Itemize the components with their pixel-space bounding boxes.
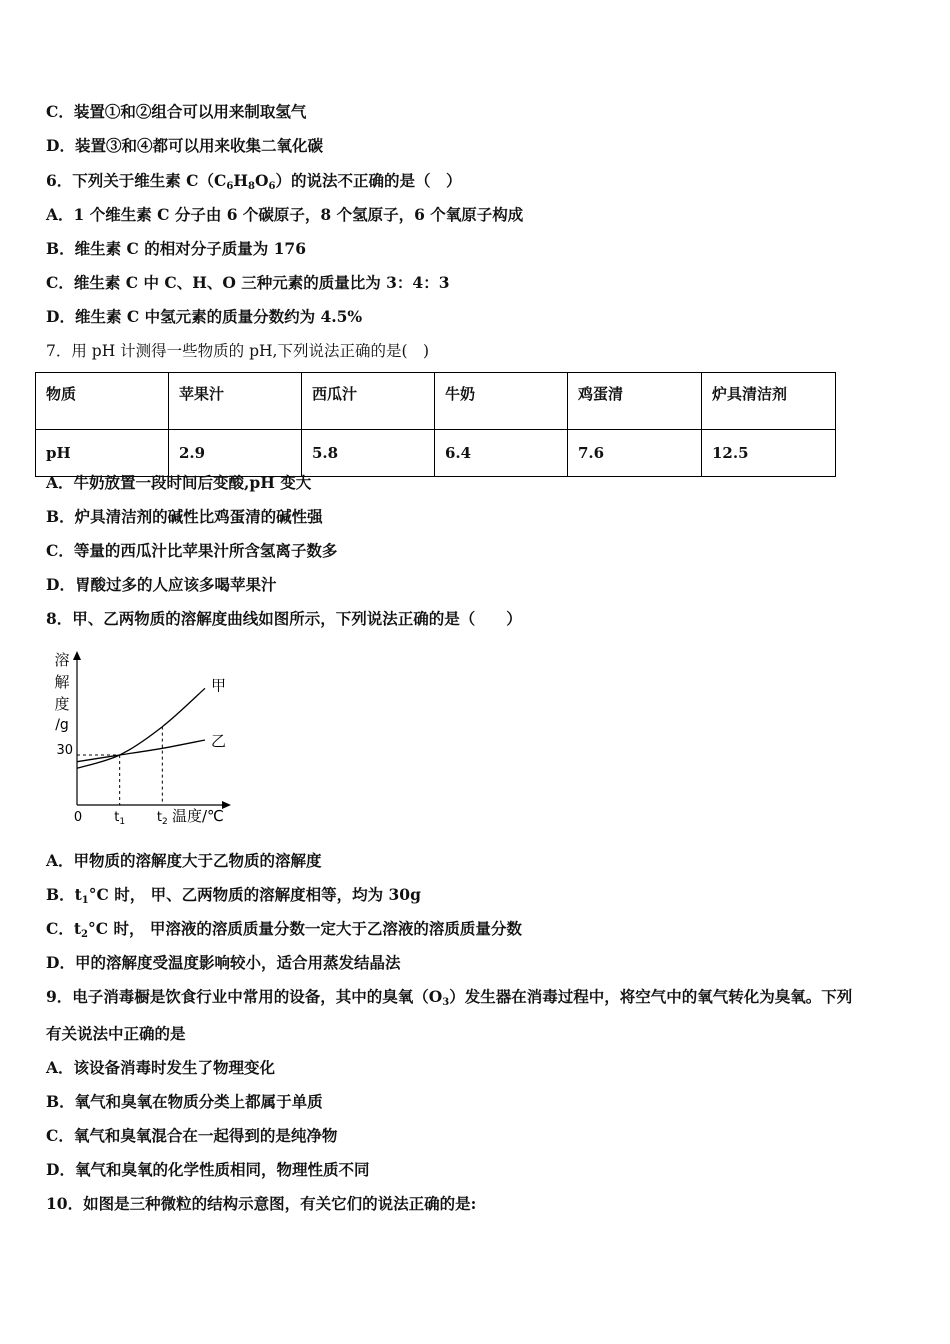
origin-label: 0 <box>73 810 83 825</box>
q5-option-c: C．装置①和②组合可以用来制取氢气 <box>46 102 307 121</box>
table-cell: 牛奶 <box>435 373 568 430</box>
y-label-char: 度 <box>54 695 70 713</box>
series-yi-label: 乙 <box>211 732 227 750</box>
q6-option-b: B．维生素 C 的相对分子质量为 176 <box>46 239 306 258</box>
q9-option-b: B．氧气和臭氧在物质分类上都属于单质 <box>46 1092 323 1111</box>
table-cell: pH <box>36 430 169 477</box>
x-axis-label: 温度/℃ <box>172 807 224 825</box>
table-cell: 物质 <box>36 373 169 430</box>
x-tick-label-t2: $t_2$ <box>156 810 168 827</box>
q8-option-a: A．甲物质的溶解度大于乙物质的溶解度 <box>46 851 322 870</box>
table-cell: 12.5 <box>702 430 836 477</box>
table-cell: 6.4 <box>435 430 568 477</box>
table-cell: 西瓜汁 <box>302 373 435 430</box>
series-yi-curve <box>77 740 205 762</box>
table-cell: 苹果汁 <box>169 373 302 430</box>
x-tick-label-t1: $t_1$ <box>114 810 126 827</box>
q10-stem: 10．如图是三种微粒的结构示意图，有关它们的说法正确的是: <box>46 1194 477 1213</box>
y-label-char: 解 <box>54 673 70 691</box>
q9-stem-line2: 有关说法中正确的是 <box>46 1024 186 1043</box>
table-cell: 鸡蛋清 <box>568 373 702 430</box>
table-cell: 7.6 <box>568 430 702 477</box>
q6-option-a: A．1 个维生素 C 分子由 6 个碳原子，8 个氢原子，6 个氧原子构成 <box>46 205 524 224</box>
table-cell: 5.8 <box>302 430 435 477</box>
q5-option-d: D．装置③和④都可以用来收集二氧化碳 <box>46 136 323 155</box>
table-cell: 2.9 <box>169 430 302 477</box>
q8-option-b: B．$t_1^\circ C$ 时， 甲、乙两物质的溶解度相等，均为 30g <box>46 885 421 906</box>
solubility-chart <box>50 645 240 830</box>
q7-option-a: A．牛奶放置一段时间后变酸,pH 变大 <box>46 473 312 492</box>
table-row <box>36 373 836 430</box>
q7-option-c: C．等量的西瓜汁比苹果汁所含氢离子数多 <box>46 541 338 560</box>
series-jia-curve <box>77 688 205 768</box>
y-label-char: /g <box>55 717 69 733</box>
q9-option-d: D．氧气和臭氧的化学性质相同，物理性质不同 <box>46 1160 370 1179</box>
q7-stem: 7．用 pH 计测得一些物质的 pH,下列说法正确的是( ) <box>46 342 430 360</box>
q6-option-d: D．维生素 C 中氢元素的质量分数约为 4.5% <box>46 307 363 326</box>
q6-option-c: C．维生素 C 中 C、H、O 三种元素的质量比为 3：4：3 <box>46 273 450 292</box>
q9-stem-line1: 9．电子消毒橱是饮食行业中常用的设备，其中的臭氧$(O_3)$发生器在消毒过程中，将空气中的氧气转化为臭氧。下列 <box>46 987 853 1008</box>
y-axis-arrow <box>73 651 81 660</box>
q7-option-d: D．胃酸过多的人应该多喝苹果汁 <box>46 575 277 594</box>
table-row <box>36 430 836 477</box>
y-label-char: 溶 <box>54 651 70 669</box>
q7-option-b: B．炉具清洁剂的碱性比鸡蛋清的碱性强 <box>46 507 323 526</box>
table-cell: 炉具清洁剂 <box>702 373 836 430</box>
y-tick-label: 30 <box>56 743 73 758</box>
ph-table <box>35 372 836 477</box>
series-jia-label: 甲 <box>211 676 227 695</box>
q6-stem: 6．下列关于维生素 $C(C_6H_8O_6)$的说法不正确的是（ ） <box>46 171 462 192</box>
q8-option-d: D．甲的溶解度受温度影响较小，适合用蒸发结晶法 <box>46 953 401 972</box>
q9-option-a: A．该设备消毒时发生了物理变化 <box>46 1058 276 1077</box>
q8-stem: 8．甲、乙两物质的溶解度曲线如图所示，下列说法正确的是（ ） <box>46 609 522 628</box>
q8-option-c: C．$t_2^\circ C$ 时， 甲溶液的溶质质量分数一定大于乙溶液的溶质质量分数 <box>46 919 522 940</box>
q9-option-c: C．氧气和臭氧混合在一起得到的是纯净物 <box>46 1126 338 1145</box>
